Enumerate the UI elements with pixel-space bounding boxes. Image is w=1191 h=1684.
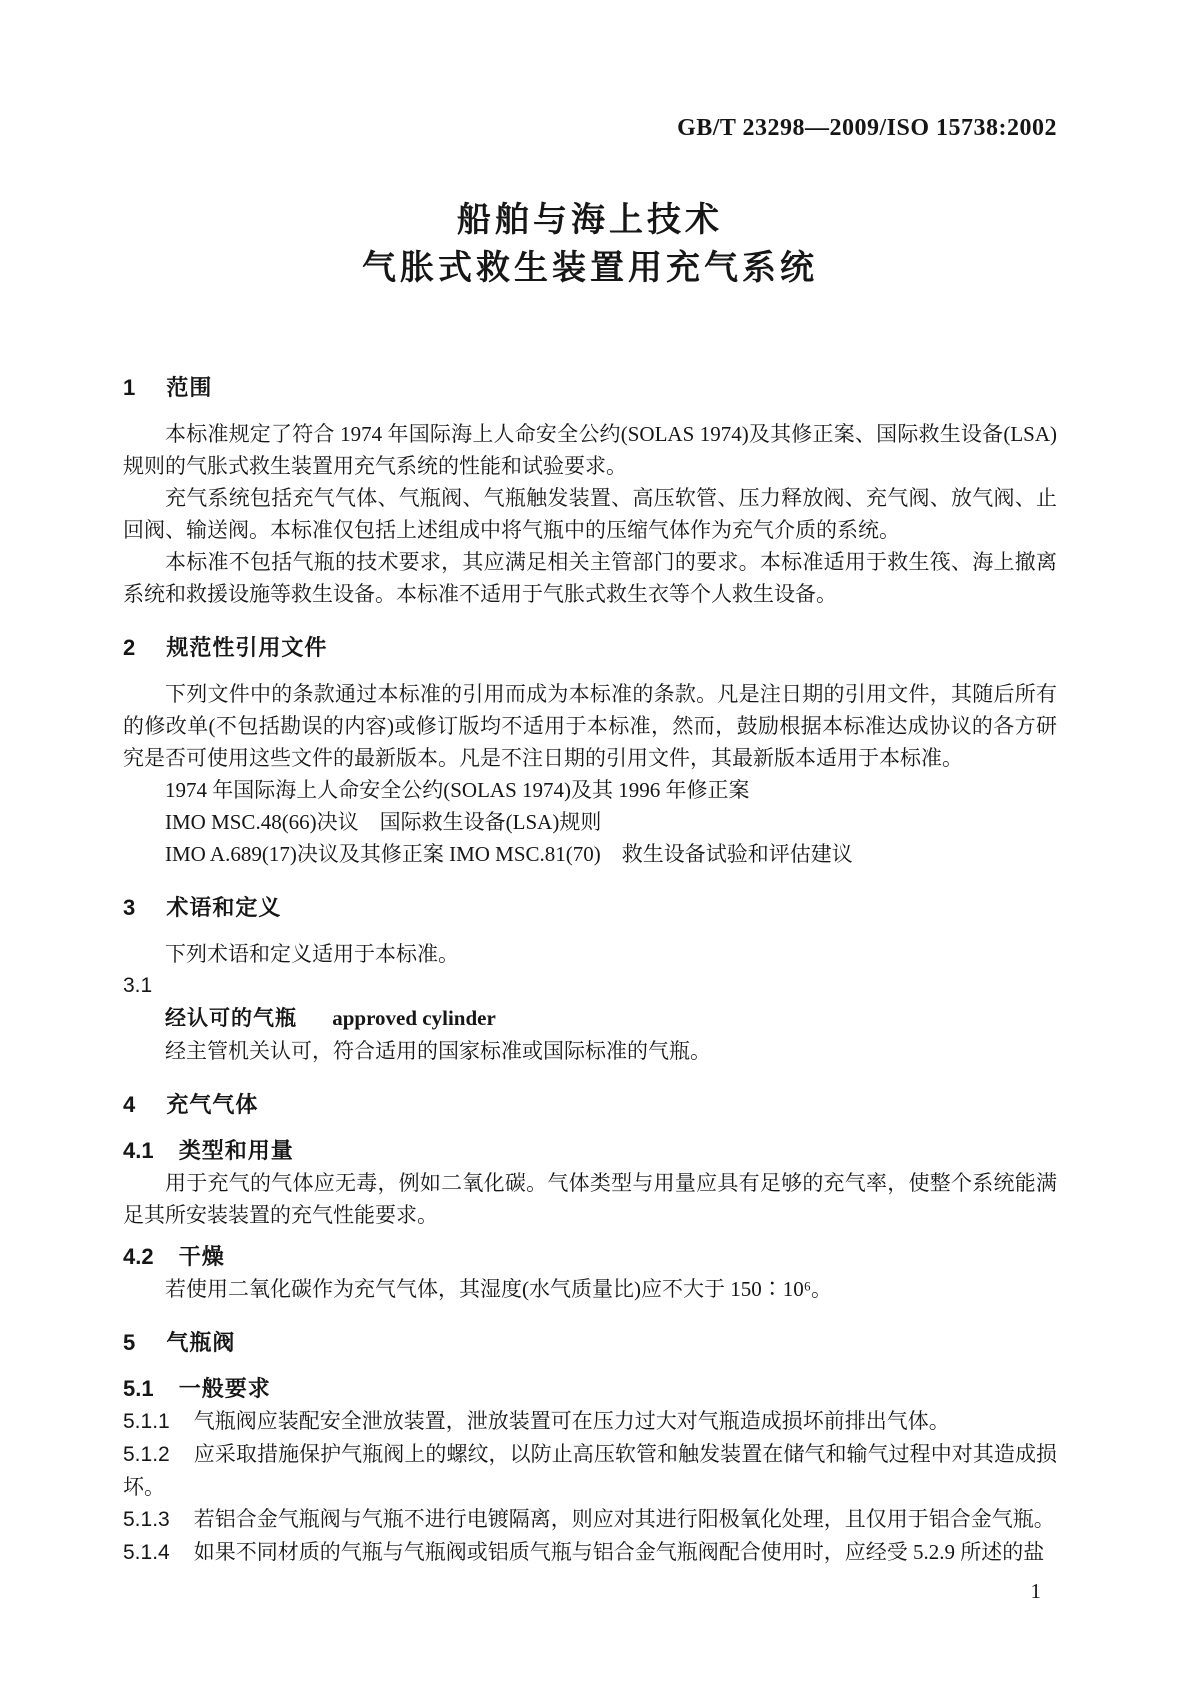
clause-5-1-4-text: 如果不同材质的气瓶与气瓶阀或铝质气瓶与铝合金气瓶阀配合使用时，应经受 5.2.9 所述的盐 <box>193 1540 1045 1564</box>
section-4-1-heading <box>123 1135 1057 1167</box>
section-4-1-paragraph: 用于充气的气体应无毒，例如二氧化碳。气体类型与用量应具有足够的充气率，使整个系统能满足其所安装装置的充气性能要求。 <box>123 1171 1057 1227</box>
section-4-2-number: 4.2 <box>123 1244 154 1269</box>
section-4-2-heading <box>123 1241 1057 1273</box>
section-5-1-number: 5.1 <box>123 1376 154 1401</box>
document-page <box>123 0 1057 1607</box>
normative-reference-1: 1974 年国际海上人命安全公约(SOLAS 1974)及其 1996 年修正案 <box>165 778 750 802</box>
section-5-number: 5 <box>123 1330 136 1355</box>
clause-5-1-1-number: 5.1.1 <box>123 1410 170 1433</box>
section-5-1-title: 一般要求 <box>178 1376 271 1401</box>
clause-5-1-1 <box>123 1405 1057 1438</box>
section-1-paragraph-3: 本标准不包括气瓶的技术要求，其应满足相关主管部门的要求。本标准适用于救生筏、海上撤离系统和救援设施等救生设备。本标准不适用于气胀式救生衣等个人救生设备。 <box>123 550 1057 606</box>
section-3-heading <box>123 892 1057 924</box>
section-5-heading <box>123 1327 1057 1359</box>
section-2-paragraph-1: 下列文件中的条款通过本标准的引用而成为本标准的条款。凡是注日期的引用文件，其随后所有的修改单(不包括勘误的内容)或修订版均不适用于本标准，然而，鼓励根据本标准达成协议的各方研究是否可使用这些文件的最新版本。凡是不注日期的引用文件，其最新版本适用于本标准。 <box>123 682 1057 770</box>
clause-5-1-3-number: 5.1.3 <box>123 1508 170 1531</box>
clause-5-1-2-number: 5.1.2 <box>123 1443 170 1466</box>
section-3-title: 术语和定义 <box>166 895 282 920</box>
section-1-heading <box>123 372 1057 404</box>
section-4-number: 4 <box>123 1092 136 1117</box>
clause-5-1-3 <box>123 1503 1057 1536</box>
normative-reference-2: IMO MSC.48(66)决议 国际救生设备(LSA)规则 <box>165 810 602 834</box>
clause-5-1-2-text: 应采取措施保护气瓶阀上的螺纹，以防止高压软管和触发装置在储气和输气过程中对其造成损坏。 <box>123 1442 1057 1499</box>
section-1-number: 1 <box>123 375 136 400</box>
document-title-line-1: 船舶与海上技术 <box>457 201 723 239</box>
section-3-paragraph-1: 下列术语和定义适用于本标准。 <box>165 942 459 966</box>
section-4-heading <box>123 1089 1057 1121</box>
section-5-title: 气瓶阀 <box>166 1330 236 1355</box>
clause-5-1-4-number: 5.1.4 <box>123 1541 170 1564</box>
term-chinese: 经认可的气瓶 <box>165 1007 297 1030</box>
clause-5-1-1-text: 气瓶阀应装配安全泄放装置，泄放装置可在压力过大对气瓶造成损坏前排出气体。 <box>193 1409 950 1433</box>
section-5-1-heading <box>123 1373 1057 1405</box>
section-2-number: 2 <box>123 635 136 660</box>
section-3-number: 3 <box>123 895 136 920</box>
section-4-2-title: 干燥 <box>178 1244 225 1269</box>
page-number: 1 <box>1030 1579 1041 1603</box>
section-2-title: 规范性引用文件 <box>166 635 328 660</box>
section-4-2-paragraph: 若使用二氧化碳作为充气气体，其湿度(水气质量比)应不大于 150∶10⁶。 <box>165 1277 833 1301</box>
term-entry <box>123 1002 1057 1035</box>
clause-5-1-2 <box>123 1438 1057 1503</box>
section-4-title: 充气气体 <box>166 1092 259 1117</box>
clause-5-1-4 <box>123 1536 1057 1569</box>
section-4-1-number: 4.1 <box>123 1138 154 1163</box>
document-title <box>123 196 1057 292</box>
clause-5-1-3-text: 若铝合金气瓶阀与气瓶不进行电镀隔离，则应对其进行阳极氧化处理，且仅用于铝合金气瓶。 <box>193 1507 1055 1531</box>
section-2-heading <box>123 632 1057 664</box>
term-english: approved cylinder <box>332 1006 496 1030</box>
normative-reference-3: IMO A.689(17)决议及其修正案 IMO MSC.81(70) 救生设备试验和评估建议 <box>165 842 853 866</box>
standard-code-header: GB/T 23298—2009/ISO 15738:2002 <box>677 115 1057 141</box>
section-1-paragraph-1: 本标准规定了符合 1974 年国际海上人命安全公约(SOLAS 1974)及其修正案、国际救生设备(LSA)规则的气胀式救生装置用充气系统的性能和试验要求。 <box>123 422 1057 478</box>
section-1-paragraph-2: 充气系统包括充气气体、气瓶阀、气瓶触发装置、高压软管、压力释放阀、充气阀、放气阀、止回阀、输送阀。本标准仅包括上述组成中将气瓶中的压缩气体作为充气介质的系统。 <box>123 486 1057 542</box>
term-definition: 经主管机关认可，符合适用的国家标准或国际标准的气瓶。 <box>165 1039 711 1063</box>
section-1-title: 范围 <box>166 375 213 400</box>
term-entry-number: 3.1 <box>123 974 153 997</box>
document-title-line-2: 气胀式救生装置用充气系统 <box>362 249 818 287</box>
section-4-1-title: 类型和用量 <box>178 1138 294 1163</box>
